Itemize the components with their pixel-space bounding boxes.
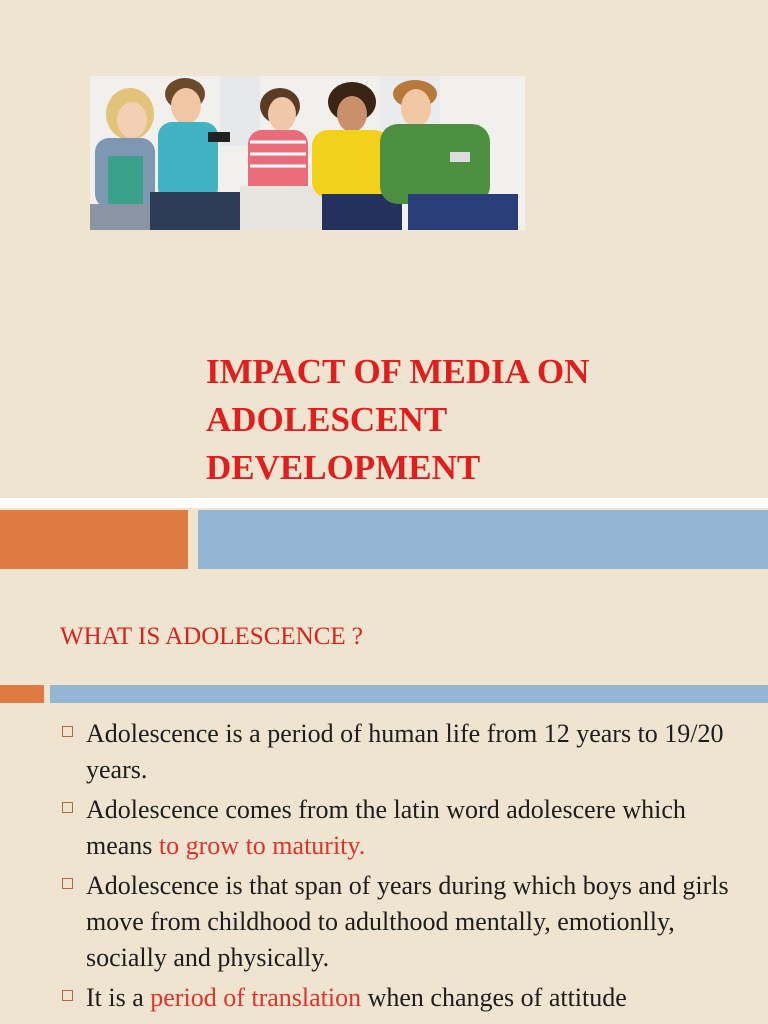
title-line-3: DEVELOPMENT: [206, 448, 481, 487]
bullet-emphasis: period of translation: [150, 983, 362, 1012]
bullet-text: Adolescence is a period of human life from 12 years to 19/20 years.: [86, 719, 724, 784]
title-line-1: IMPACT OF MEDIA ON: [206, 352, 590, 391]
square-bullet-icon: [62, 878, 73, 889]
content-slide: [0, 508, 768, 1024]
bullet-item: [60, 868, 740, 976]
blue-accent-bar: [198, 510, 768, 569]
teens-photo: [90, 76, 525, 230]
title-line-2: ADOLESCENT: [206, 400, 448, 439]
slide-title: [206, 348, 726, 492]
section-heading: WHAT IS ADOLESCENCE ?: [60, 623, 364, 650]
bullet-item: [60, 792, 740, 864]
title-slide: [0, 0, 768, 498]
bullet-text-end: when changes of attitude: [361, 983, 627, 1012]
square-bullet-icon: [62, 990, 73, 1001]
square-bullet-icon: [62, 726, 73, 737]
orange-divider: [0, 685, 44, 703]
bullet-text: Adolescence comes from the latin word adolescere which means: [86, 795, 686, 860]
bullet-item: [60, 716, 740, 788]
slide-separator: [0, 498, 768, 508]
square-bullet-icon: [62, 802, 73, 813]
bullet-text: It is a: [86, 983, 151, 1012]
bullet-item: [60, 980, 740, 1016]
bullet-list: [60, 716, 740, 1020]
orange-accent-bar: [0, 510, 188, 569]
bullet-emphasis: to grow to maturity: [158, 831, 359, 860]
blue-divider: [50, 685, 768, 703]
bullet-text: Adolescence is that span of years during which boys and girls move from childhood to adulthood mentally, emotionlly, socially and physically.: [86, 871, 729, 972]
bullet-text-end: .: [358, 831, 366, 860]
